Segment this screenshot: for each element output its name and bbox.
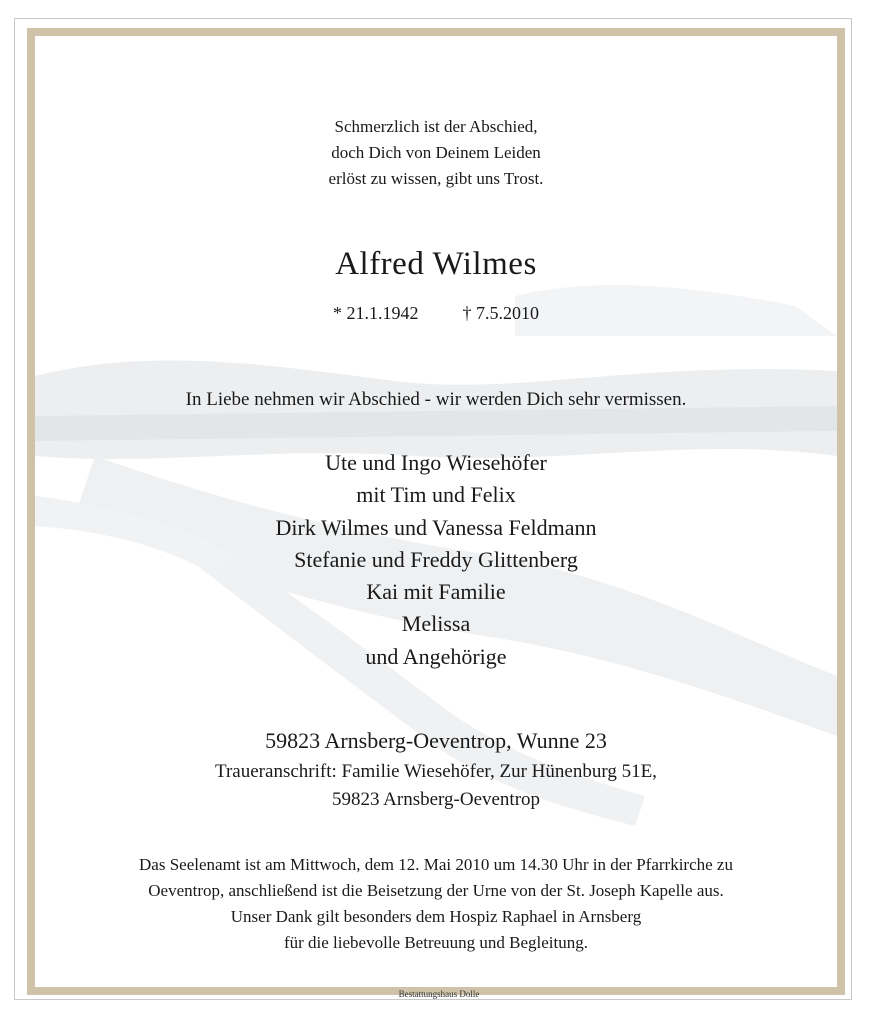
mourner-line: mit Tim und Felix [356, 482, 516, 508]
verse-line: doch Dich von Deinem Leiden [331, 143, 541, 162]
life-dates [35, 300, 837, 326]
mourners-list [35, 447, 837, 673]
service-notice [35, 852, 837, 956]
opening-verse [35, 114, 837, 192]
birth-date: * 21.1.1942 [333, 303, 419, 323]
notice-line: Unser Dank gilt besonders dem Hospiz Raphael in Arnsberg [230, 907, 642, 926]
farewell-line: In Liebe nehmen wir Abschied - wir werden Dich sehr vermissen. [185, 389, 687, 410]
notice-line: Das Seelenamt ist am Mittwoch, dem 12. Mai 2010 um 14.30 Uhr in der Pfarrkirche zu [139, 855, 733, 874]
mourning-address [35, 758, 837, 814]
mourner-line: Dirk Wilmes und Vanessa Feldmann [275, 514, 597, 540]
notice-line: Oeventrop, anschließend ist die Beisetzung der Urne von der St. Joseph Kapelle aus. [148, 881, 724, 900]
funeral-home-credit: Bestattungshaus Dolle [398, 989, 480, 999]
mourner-line: und Angehörige [365, 643, 507, 669]
mourner-line: Melissa [401, 611, 471, 637]
mourning-address-line: 59823 Arnsberg-Oeventrop [331, 789, 541, 810]
death-date: † 7.5.2010 [462, 303, 539, 323]
mourner-line: Stefanie und Freddy Glittenberg [294, 546, 578, 572]
mourning-address-line: Traueranschrift: Familie Wiesehöfer, Zur Hünenburg 51E, [215, 761, 657, 782]
obituary-frame [27, 28, 845, 995]
verse-line: erlöst zu wissen, gibt uns Trost. [328, 169, 544, 188]
notice-line: für die liebevolle Betreuung und Begleitung. [283, 933, 589, 952]
verse-line: Schmerzlich ist der Abschied, [334, 117, 538, 136]
mourner-line: Ute und Ingo Wiesehöfer [325, 450, 547, 475]
deceased-name: Alfred Wilmes [335, 246, 537, 282]
home-address: 59823 Arnsberg-Oeventrop, Wunne 23 [265, 728, 607, 753]
mourner-line: Kai mit Familie [366, 579, 506, 605]
